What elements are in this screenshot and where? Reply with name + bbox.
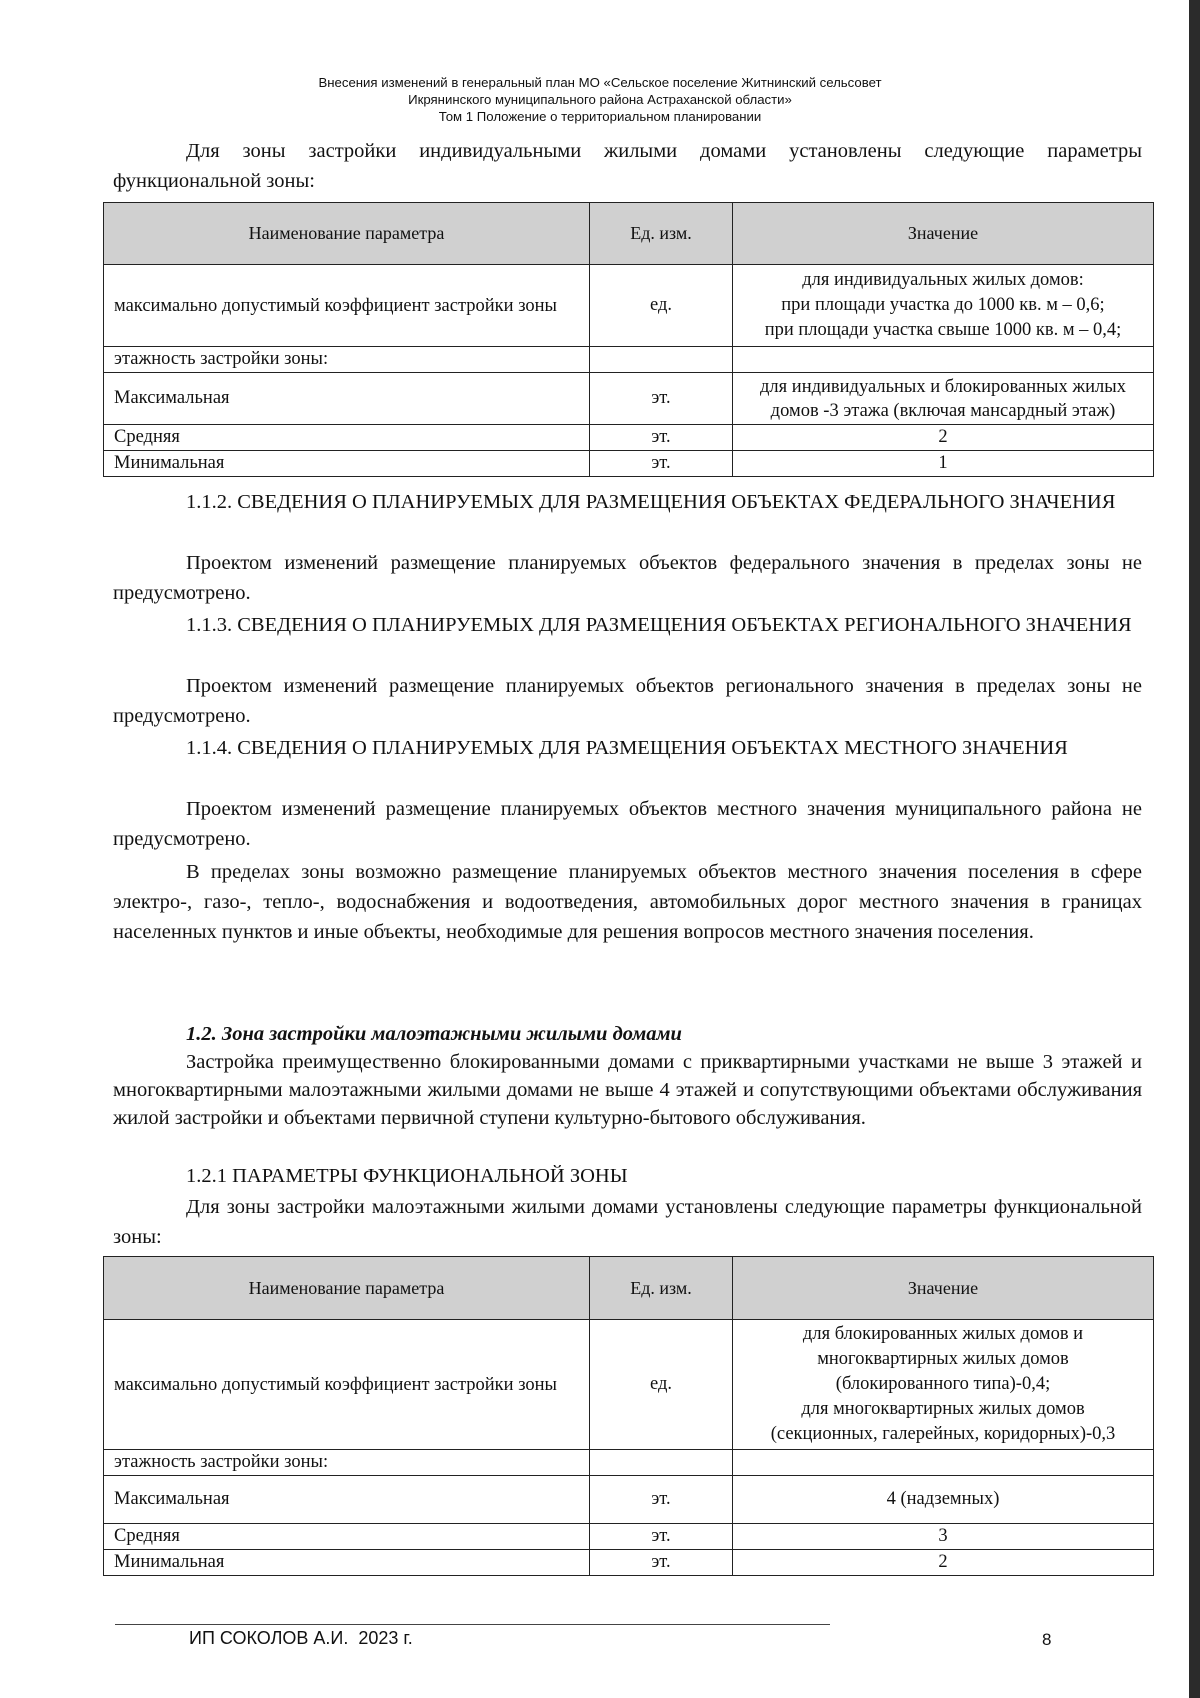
param-value-cell: 3 [733,1524,1154,1550]
table-header-row [104,1257,1154,1320]
param-name-cell: этажность застройки зоны: [104,347,590,373]
section-1-1-2-title: 1.1.2. СВЕДЕНИЯ О ПЛАНИРУЕМЫХ ДЛЯ РАЗМЕЩЕНИЯ ОБЪЕКТАХ ФЕДЕРАЛЬНОГО ЗНАЧЕНИЯ [186,491,1116,513]
param-value-cell [733,1320,1154,1450]
page-edge-shadow [1189,0,1200,1698]
section-1-1-3-text: Проектом изменений размещение планируемых объектов регионального значения в пределах зоны не предусмотрено. [113,675,1142,727]
param-name-cell: максимально допустимый коэффициент застройки зоны [104,265,590,347]
param-unit-cell [590,1450,733,1476]
value-line: для блокированных жилых домов и [802,1324,1084,1344]
param-unit-cell: эт. [590,425,733,451]
value-line: домов -3 этажа (включая мансардный этаж) [770,400,1116,421]
section-1-2-1-title: 1.2.1 ПАРАМЕТРЫ ФУНКЦИОНАЛЬНОЙ ЗОНЫ [186,1165,628,1187]
value-line: многоквартирных жилых домов [817,1349,1069,1369]
param-name-cell: Максимальная [104,373,590,425]
section-1-2-description: Застройка преимущественно блокированными домами с приквартирными участками не выше 3 этажей и многоквартирными малоэтажными жилыми домами не выше 4 этажей и сопутствующими объектами обслуживания жилой застройки и объектами первичной ступени культурно-бытового обслуживания. [113,1051,1142,1129]
value-line: для индивидуальных и блокированных жилых [760,376,1126,397]
value-line: (блокированного типа)-0,4; [835,1374,1051,1394]
value-line: для многоквартирных жилых домов [801,1399,1085,1419]
value-line: при площади участка до 1000 кв. м – 0,6; [781,295,1105,315]
table-row [104,1450,1154,1476]
param-unit-cell: эт. [590,1476,733,1524]
section1-intro: Для зоны застройки индивидуальными жилыми домами установлены следующие параметры функциональной зоны: [113,140,1142,192]
section-1-1-4-text-2: В пределах зоны возможно размещение планируемых объектов местного значения поселения в сфере электро-, газо-, тепло-, водоснабжения и водоотведения, автомобильных дорог местного значения в границах населенных пунктов и иные объекты, необходимые для решения вопросов местного значения поселения. [113,861,1142,943]
header-unit: Ед. изм. [590,1257,733,1320]
header-line-3: Том 1 Положение о территориальном планировании [438,109,762,124]
table-row [104,373,1154,425]
param-value-cell [733,347,1154,373]
param-name-cell: Средняя [104,425,590,451]
section-1-2-intro: Для зоны застройки малоэтажными жилыми домами установлены следующие параметры функциональной зоны: [113,1196,1142,1248]
param-unit-cell [590,347,733,373]
param-unit-cell: ед. [590,1320,733,1450]
param-name-cell: максимально допустимый коэффициент застройки зоны [104,1320,590,1450]
table-row [104,1550,1154,1576]
header-value: Значение [733,203,1154,265]
document-header [0,74,1200,125]
header-value: Значение [733,1257,1154,1320]
param-name-cell: Максимальная [104,1476,590,1524]
param-unit-cell: эт. [590,451,733,477]
footer-divider [115,1624,830,1625]
header-param-name: Наименование параметра [104,203,590,265]
param-name-cell: Минимальная [104,451,590,477]
param-value-cell [733,265,1154,347]
param-value-cell: 2 [733,1550,1154,1576]
section-1-1-3-title: 1.1.3. СВЕДЕНИЯ О ПЛАНИРУЕМЫХ ДЛЯ РАЗМЕЩЕНИЯ ОБЪЕКТАХ РЕГИОНАЛЬНОГО ЗНАЧЕНИЯ [186,614,1132,636]
table-row [104,1524,1154,1550]
param-unit-cell: ед. [590,265,733,347]
table-header-row [104,203,1154,265]
section-1-2-title: 1.2. Зона застройки малоэтажными жилыми домами [186,1023,682,1045]
param-value-cell [733,1450,1154,1476]
section-1-1-4-text-1: Проектом изменений размещение планируемых объектов местного значения муниципального района не предусмотрено. [113,798,1142,850]
table-row [104,451,1154,477]
section-1-1-2-text: Проектом изменений размещение планируемых объектов федерального значения в пределах зоны не предусмотрено. [113,552,1142,604]
header-line-1: Внесения изменений в генеральный план МО «Сельское поселение Житнинский сельсовет [318,75,882,90]
param-value-cell: 1 [733,451,1154,477]
footer-author: ИП СОКОЛОВ А.И. 2023 г. [189,1628,413,1648]
value-line: (секционных, галерейных, коридорных)-0,3 [770,1424,1116,1444]
value-line: при площади участка свыше 1000 кв. м – 0,4; [764,320,1122,340]
table-row [104,347,1154,373]
table-row [104,1476,1154,1524]
param-value-cell [733,373,1154,425]
page-number: 8 [1042,1630,1052,1649]
table-row [104,425,1154,451]
params-table-1 [103,202,1154,477]
param-unit-cell: эт. [590,1550,733,1576]
param-unit-cell: эт. [590,1524,733,1550]
value-line: для индивидуальных жилых домов: [802,270,1084,290]
param-value-cell: 4 (надземных) [733,1476,1154,1524]
param-name-cell: Средняя [104,1524,590,1550]
param-name-cell: Минимальная [104,1550,590,1576]
table-row [104,265,1154,347]
param-name-cell: этажность застройки зоны: [104,1450,590,1476]
header-line-2: Икрянинского муниципального района Астраханской области» [408,92,792,107]
param-value-cell: 2 [733,425,1154,451]
header-unit: Ед. изм. [590,203,733,265]
header-param-name: Наименование параметра [104,1257,590,1320]
section-1-1-4-title: 1.1.4. СВЕДЕНИЯ О ПЛАНИРУЕМЫХ ДЛЯ РАЗМЕЩЕНИЯ ОБЪЕКТАХ МЕСТНОГО ЗНАЧЕНИЯ [186,737,1068,759]
params-table-2 [103,1256,1154,1576]
table-row [104,1320,1154,1450]
param-unit-cell: эт. [590,373,733,425]
